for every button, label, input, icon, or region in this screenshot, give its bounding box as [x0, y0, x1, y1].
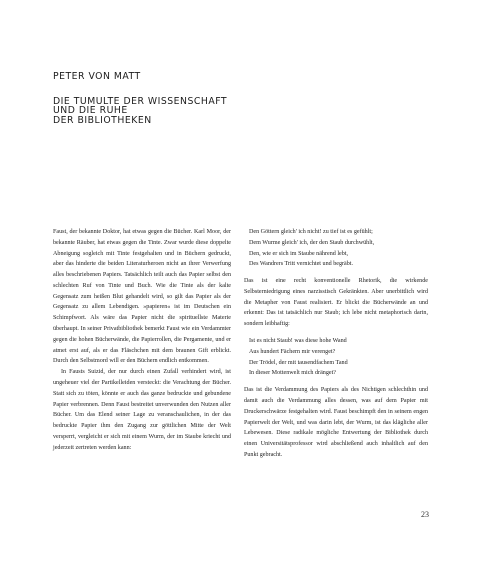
verse-line: Den Göttern gleich' ich nicht! zu tief ist es gefühlt; [249, 229, 373, 235]
verse-line: Ist es nicht Staub! was diese hohe Wand [249, 338, 347, 345]
right-column [244, 227, 428, 461]
title-line-2: UND DIE RUHE [53, 105, 128, 117]
verse-line: Dem Wurme gleich' ich, der den Staub durchwühlt, [249, 239, 375, 246]
author-name: PETER VON MATT [53, 71, 141, 82]
verse-quote [244, 227, 428, 270]
verse-line: In dieser Mottenwelt mich dränget? [249, 370, 336, 377]
title-line-1: DIE TUMULTE DER WISSENSCHAFT [53, 95, 228, 107]
page-number: 23 [421, 510, 429, 519]
paragraph: Das ist die Verdammung des Papiers als des Nichtigen schlechthin und damit auch die Verdammung alles dessen, was auf dem Papier mit Druckerschwärze festgehalten wird. Faust beschimpft den in seinem engen Papierwelt der Welt, und was darin lebt, der Wurm, ist das klägliche aller Lebewesen. Diese radikale mögliche Entwertung der Bibliothek durch einen Universitätsprofessor wird abschließend auch inhaltlich auf den Punkt gebracht. [244, 387, 428, 458]
article-title [53, 97, 433, 126]
verse-line: Aus hundert Fächern mir verenget? [249, 348, 336, 355]
verse-line: Der Trödel, der mit tausendfachem Tand [249, 359, 348, 366]
paragraph: In Fausts Suizid, der nur durch einen Zufall verhindert wird, ist ungeheuer viel der Partikelleiden versteckt: die Verachtung der Bücher. Statt sich zu töten, könnte er auch das ganze bedruckte und gebundene Papier verbrennen. Denn Faust bestreitet unverwunden den Nutzen aller Bücher. Um das Elend seiner Lage zu veranschaulichen, in der das bedruckte Papier ihm den Zugang zur göttlichen Mitte der Welt versperrt, vergleicht er sich mit einem Wurm, der im Staube kriecht und jederzeit zertreten werden kann: [53, 369, 231, 451]
paragraph: Faust, der bekannte Doktor, hat etwas gegen die Bücher. Karl Moor, der bekannte Räuber, hat etwas gegen die Tinte. Zwar wurde diese doppelte Abneigung sogleich mit Tinte festgehalten und in Büchern gedruckt, aber das hinderte die beiden Literaturheroen nicht an ihrer Verwerfung alles beschriebenen Papiers. Tatsächlich teilt auch das Papier selbst den schlechten Ruf von Tinte und Buch. Wie die Tinte als der kalte Gegensatz zum heißen Blut gehandelt wird, so gilt das Papier als der Gegensatz zu allem Lebendigen. »papieren« ist im Deutschen ein Schimpfwort. Als wäre das Papier nicht die spirituellste Materie überhaupt. In seiner Privatbibliothek bemerkt Faust wie ein Verdammter gegen die hohen Bücherwände, die Papierrollen, die Pergamente, und er atmet erst auf, als er das Fläschchen mit dem braunen Gift erblickt. Durch den Selbstmord will er den Büchern endlich entkommen. [53, 229, 231, 365]
title-line-3: DER BIBLIOTHEKEN [53, 114, 152, 126]
verse-quote [244, 336, 428, 379]
verse-line: Den, wie er sich im Staube nährend lebt, [249, 250, 348, 257]
article-header [53, 72, 433, 125]
verse-line: Des Wandrers Tritt vernichtet und begräbt. [249, 261, 353, 268]
left-column [53, 227, 231, 453]
paragraph: Das ist eine recht konventionelle Rhetorik, die wirkende Selbsterniedrigung eines narzisstisch Gekränkten. Aber unerbittlich wird die Metapher von Faust realisiert. Er blickt die Bücherwände an und erkennt: Das ist tatsächlich nur Staub; ich lebe nicht metaphorisch darin, sondern leibhaftig: [244, 278, 428, 328]
